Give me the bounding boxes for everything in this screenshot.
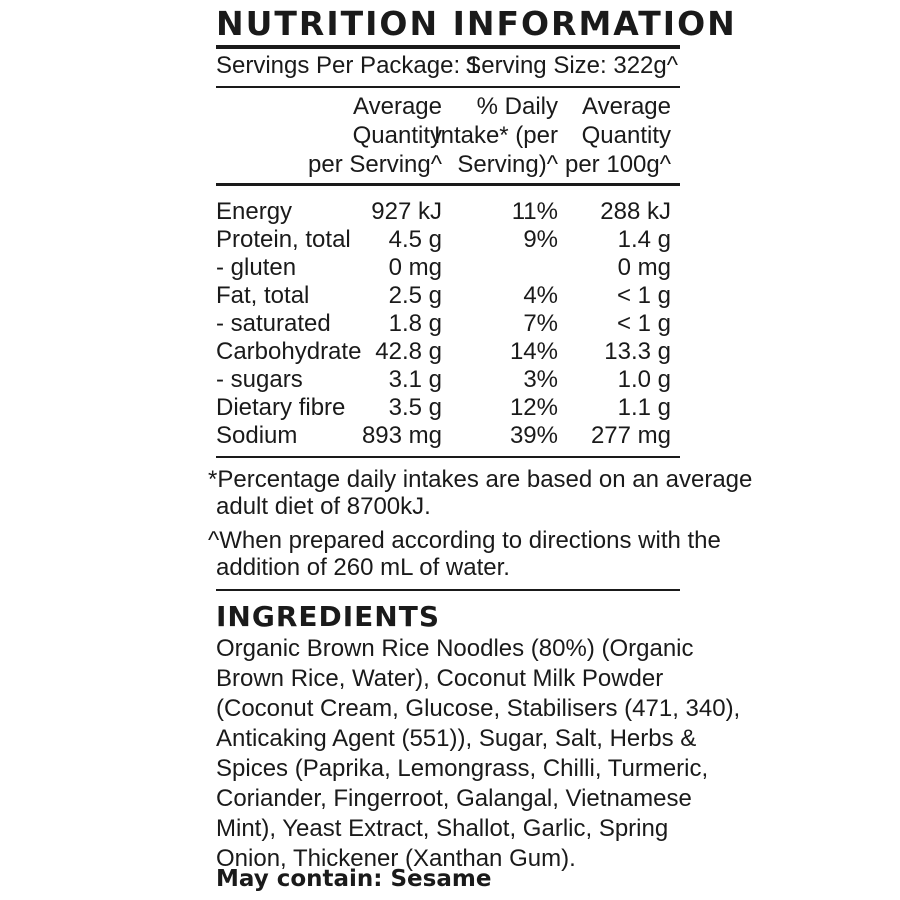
per-100g-value: 13.3 g: [604, 338, 671, 365]
table-row: [0, 394, 900, 422]
daily-intake-value: 11%: [511, 198, 558, 225]
header-line: Serving)^: [457, 151, 558, 178]
per-100g-value: < 1 g: [616, 310, 671, 337]
header-line: Quantity: [352, 122, 442, 149]
header-line: Quantity: [581, 122, 671, 149]
nutrition-title: NUTRITION INFORMATION: [216, 4, 737, 43]
ingredients-text: [216, 634, 740, 874]
table-row: [0, 254, 900, 282]
per-serving-value: 0 mg: [388, 254, 442, 281]
daily-intake-value: 7%: [523, 310, 558, 337]
header-rule: [216, 183, 680, 186]
table-row: [0, 226, 900, 254]
ingredients-line: Brown Rice, Water), Coconut Milk Powder: [216, 665, 664, 692]
header-daily-intake: [434, 92, 558, 179]
servings-rule: [216, 86, 680, 88]
table-row: [0, 310, 900, 338]
header-per-serving: [308, 92, 442, 179]
header-line: per 100g^: [564, 151, 671, 178]
daily-intake-value: 12%: [509, 394, 558, 421]
serving-size: Serving Size: 322g^: [465, 52, 678, 79]
daily-intake-value: 3%: [523, 366, 558, 393]
ingredients-line: Anticaking Agent (551)), Sugar, Salt, Herbs &: [216, 725, 697, 752]
daily-intake-value: 9%: [523, 226, 558, 253]
ingredients-line: Coriander, Fingerroot, Galangal, Vietnamese: [216, 785, 692, 812]
table-row: [0, 366, 900, 394]
per-100g-value: 1.0 g: [617, 366, 671, 393]
ingredients-line: Onion, Thickener (Xanthan Gum).: [216, 845, 576, 872]
servings-per-package: Servings Per Package: 1: [216, 52, 481, 79]
per-100g-value: < 1 g: [616, 282, 671, 309]
ingredients-title: INGREDIENTS: [216, 600, 441, 633]
allergen-statement: May contain: Sesame: [216, 866, 492, 892]
table-row: [0, 338, 900, 366]
header-line: per Serving^: [308, 151, 442, 178]
nutrient-name: Sodium: [216, 422, 298, 449]
nutrient-name: Dietary fibre: [216, 394, 346, 421]
table-row: [0, 282, 900, 310]
header-per-100g: [565, 92, 671, 179]
daily-intake-value: 4%: [523, 282, 558, 309]
footnote-line: addition of 260 mL of water.: [216, 554, 510, 581]
nutrient-name: - sugars: [216, 366, 303, 393]
footnote-daily-intake: [208, 466, 753, 520]
per-serving-value: 3.5 g: [388, 394, 442, 421]
per-serving-value: 42.8 g: [375, 338, 442, 365]
footnote-line: adult diet of 8700kJ.: [216, 493, 431, 520]
title-rule: [216, 45, 680, 49]
header-line: % Daily: [476, 93, 558, 120]
per-serving-value: 3.1 g: [388, 366, 442, 393]
footnote-line: ^When prepared according to directions with the: [208, 527, 721, 554]
ingredients-line: Mint), Yeast Extract, Shallot, Garlic, Spring: [216, 815, 669, 842]
table-row: [0, 198, 900, 226]
per-100g-value: 1.4 g: [617, 226, 671, 253]
ingredients-line: Spices (Paprika, Lemongrass, Chilli, Turmeric,: [216, 755, 709, 782]
nutrient-name: Protein, total: [216, 226, 351, 253]
table-rule: [216, 456, 680, 458]
header-line: Average: [582, 93, 671, 120]
ingredients-line: Organic Brown Rice Noodles (80%) (Organic: [216, 635, 694, 662]
footnote-prepared: [208, 527, 721, 581]
per-100g-value: 277 mg: [590, 422, 671, 449]
daily-intake-value: 14%: [509, 338, 558, 365]
nutrient-name: Fat, total: [216, 282, 310, 309]
table-row: [0, 422, 900, 450]
daily-intake-value: 39%: [509, 422, 558, 449]
nutrient-name: Carbohydrate: [216, 338, 362, 365]
nutrient-name: - saturated: [216, 310, 331, 337]
per-100g-value: 0 mg: [617, 254, 671, 281]
per-100g-value: 288 kJ: [600, 198, 671, 225]
header-line: Average: [353, 93, 442, 120]
per-serving-value: 927 kJ: [371, 198, 442, 225]
per-serving-value: 4.5 g: [388, 226, 442, 253]
nutrient-name: Energy: [216, 198, 293, 225]
per-serving-value: 1.8 g: [388, 310, 442, 337]
header-line: Intake* (per: [433, 122, 558, 149]
per-serving-value: 893 mg: [361, 422, 442, 449]
per-serving-value: 2.5 g: [388, 282, 442, 309]
ingredients-rule: [216, 589, 680, 591]
per-100g-value: 1.1 g: [617, 394, 671, 421]
nutrient-name: - gluten: [216, 254, 297, 281]
footnote-line: *Percentage daily intakes are based on an average: [208, 466, 753, 493]
ingredients-line: (Coconut Cream, Glucose, Stabilisers (471, 340),: [216, 695, 741, 722]
